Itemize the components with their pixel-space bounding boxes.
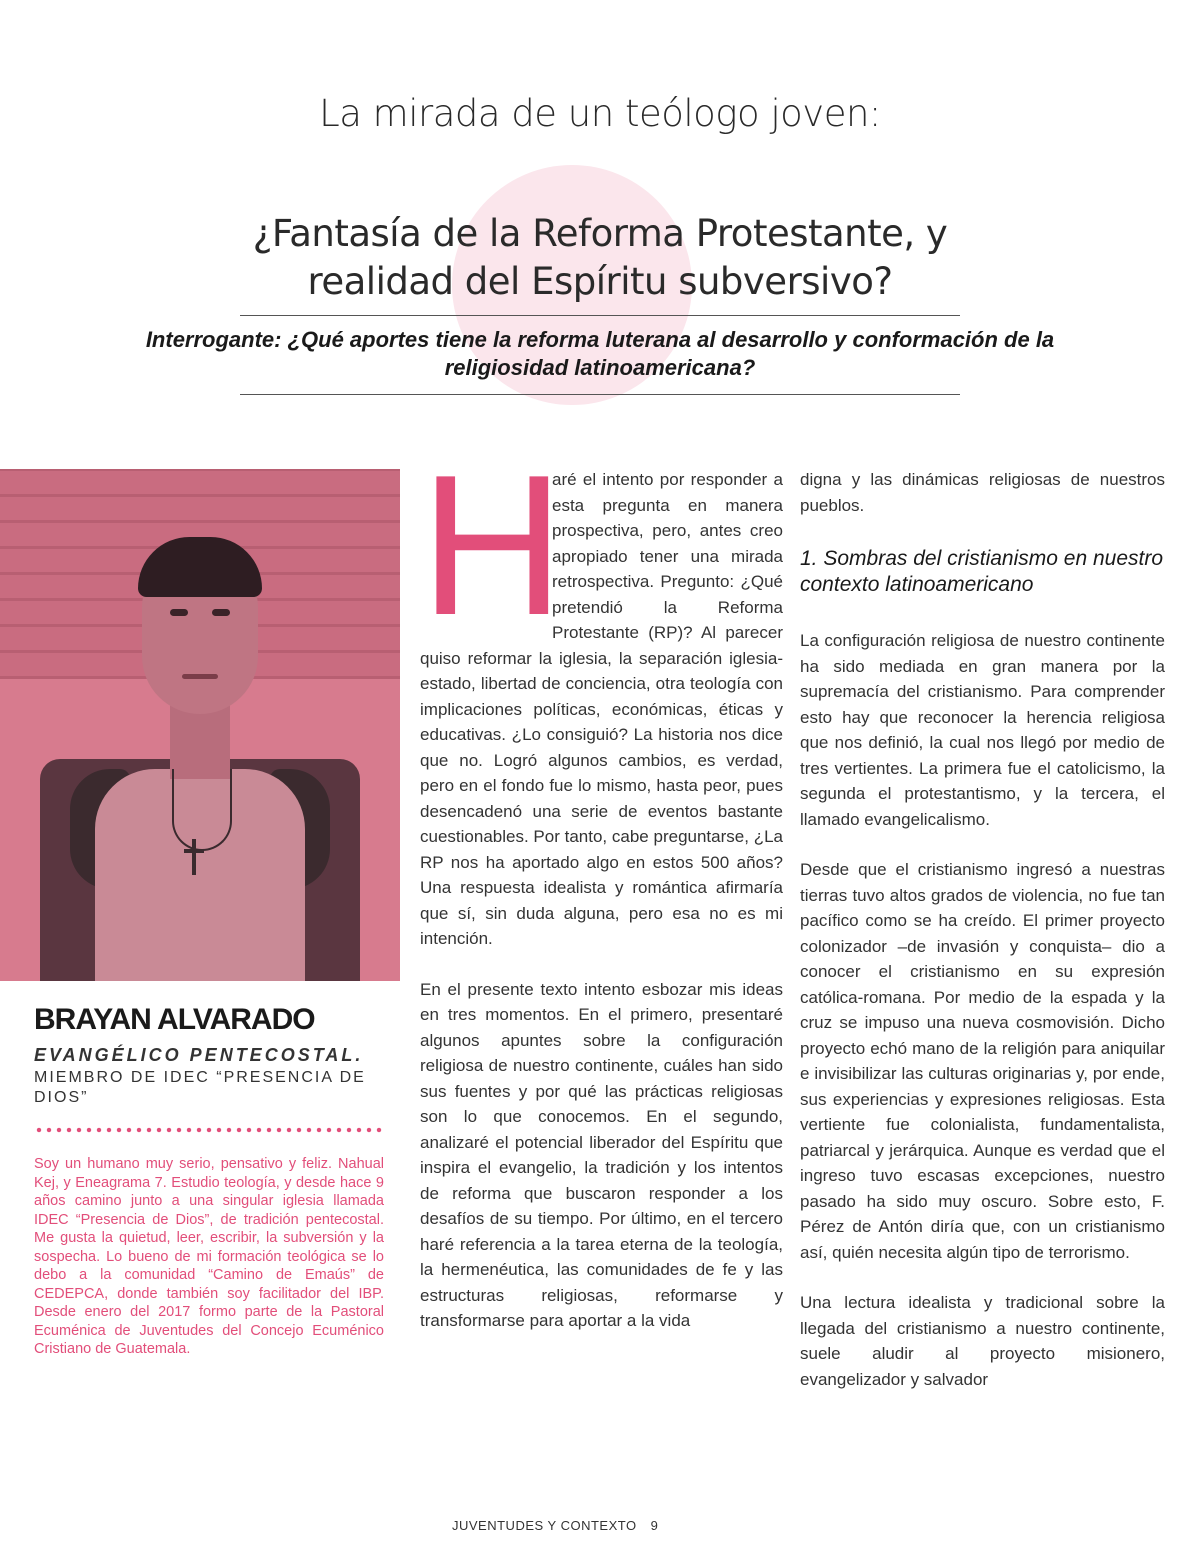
title-line-2: ¿Fantasía de la Reforma Protestante, y [252, 212, 948, 255]
top-rule [240, 315, 960, 316]
body-paragraph-1: aré el intento por responder a esta pregunta en manera prospectiva, pero, antes creo apropiado tener una mirada retrospectiva. Pregunto: ¿Qué pretendió la Reforma Protestante (RP)? Al parecer quiso reformar la iglesia, la separación iglesia-estado, libertad de conciencia, otra teología con implicaciones políticas, económicas, éticas y educativas. ¿Lo consiguió? La historia nos dice que no. Logró algunos cambios, es verdad, pero en el fondo fue lo mismo, hasta peor, pues desencadenó una serie de eventos bastante cuestionables. Por tanto, cabe preguntarse, ¿La RP nos ha aportado algo en estos 500 años? Una respuesta idealista y romántica afirmaría que sí, sin duda alguna, pero esa no es mi intención. [420, 470, 783, 948]
drop-cap: H [420, 434, 565, 657]
author-bio: Soy un humano muy serio, pensativo y feliz. Nahual Kej, y Eneagrama 7. Estudio teología, y desde hace 9 años camino junto a una singular iglesia llamada IDEC “Presencia de Dios”, de tradición pentecostal. Me gusta la quietud, leer, escribir, la subversión y la sospecha. Lo bueno de mi formación teológica se lo debo a la comunidad “Camino de Emaús” de CEDEPCA, donde también soy facilitador del IBP. Desde enero del 2017 formo parte de la Pastoral Ecuménica de Juventudes del Concejo Ecuménico Cristiano de Guatemala. [34, 1156, 384, 1357]
body-paragraph-5: Desde que el cristianismo ingresó a nuestras tierras tuvo altos grados de violencia, no fue tan pacífico como se ha creído. El primer proyecto colonizador –de invasión y conquista– dio a conocer el cristianismo en su expresión católica-romana. Por medio de la espada y la cruz se impuso una nueva cosmovisión. Dicho proyecto echó mano de la religión para aniquilar e invisibilizar las culturas originarias y, por ende, sus experiencias y expresiones religiosas. Esta vertiente fue colonialista, fundamentalista, patriarcal y jerárquica. Aunque es verdad que el ingreso tuvo escasas excepciones, nuestro pasado ha sido muy oscuro. Sobre esto, F. Pérez de Antón diría que, con un cristianismo así, quién necesita algún tipo de terrorismo. [800, 860, 1165, 1262]
body-paragraph-2: En el presente texto intento esbozar mis ideas en tres momentos. En el primero, presentaré algunos apuntes sobre la configuración religiosa de nuestro continente, cuáles han sido sus fuentes y por qué las prácticas religiosas son lo que conocemos. En el segundo, analizaré el potencial liberador del Espíritu que inspira el evangelio, la tradición y los intentos de reforma que buscaron responder a los desafíos de su tiempo. Por último, en el tercero haré referencia a la tarea eterna de la teología, la hermenéutica, las comunidades de fe y las estructuras religiosas, reformarse y transformarse para aportar a la vida [420, 979, 783, 1330]
cross-pendant-bar [184, 849, 204, 853]
magazine-name: JUVENTUDES Y CONTEXTO [452, 1518, 637, 1533]
body-paragraph-4: La configuración religiosa de nuestro continente ha sido mediada en gran manera por la supremacía del cristianismo. Para comprender esto hay que reconocer la herencia religiosa que nos definió, la cual nos llegó por medio de tres vertientes. La primera fue el catolicismo, la segunda el protestantismo, y la tercera, el llamado evangelicalismo. [800, 631, 1165, 829]
eye-right [212, 609, 230, 616]
body-column-middle [420, 434, 783, 1334]
cross-pendant [192, 839, 196, 875]
body-column-right [800, 467, 1165, 1392]
author-role: EVANGÉLICO PENTECOSTAL. [34, 1045, 364, 1065]
author-affiliation: MIEMBRO DE IDEC “PRESENCIA DE DIOS” [34, 1069, 366, 1106]
page-number: 9 [650, 1518, 659, 1533]
author-photo [0, 469, 400, 981]
title-line-1: La mirada de un teólogo joven: [319, 92, 881, 135]
bottom-rule [240, 394, 960, 395]
title-main [0, 210, 1200, 306]
title-line-3: realidad del Espíritu subversivo? [307, 260, 893, 303]
dotted-divider [34, 1127, 384, 1133]
question-line-2: religiosidad latinoamericana? [444, 355, 756, 380]
question-block [120, 326, 1080, 382]
mouth [182, 674, 218, 679]
author-name: BRAYAN ALVARADO [34, 1003, 315, 1036]
body-paragraph-6: Una lectura idealista y tradicional sobre la llegada del cristianismo a nuestro continente, suele aludir al proyecto misionero, evangelizador y salvador [800, 1293, 1165, 1389]
page-footer [452, 1518, 658, 1533]
eye-left [170, 609, 188, 616]
question-line-1: Interrogante: ¿Qué aportes tiene la reforma luterana al desarrollo y conformación de la [145, 327, 1055, 352]
section-heading: 1. Sombras del cristianismo en nuestro contexto latinoamericano [800, 547, 1163, 596]
body-paragraph-3: digna y las dinámicas religiosas de nuestros pueblos. [800, 470, 1165, 515]
necklace-chain [172, 769, 232, 851]
